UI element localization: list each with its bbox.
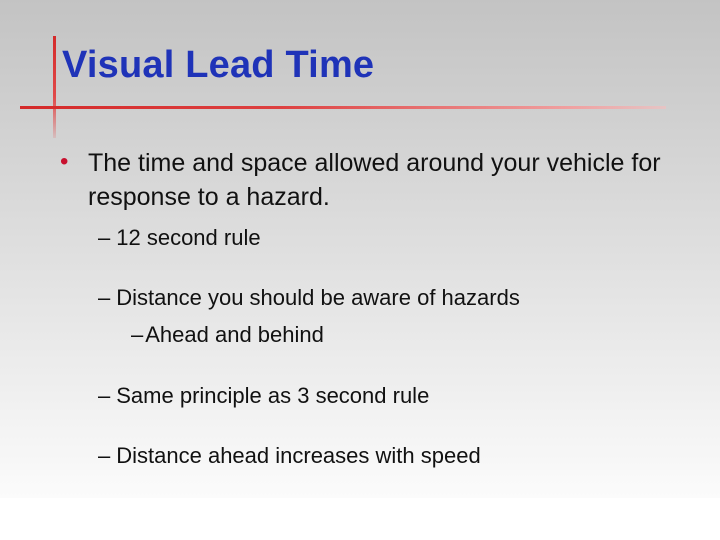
sub-sub-bullet-text: Ahead and behind <box>145 322 324 347</box>
dash-icon: – <box>98 225 111 250</box>
sub-bullet-1 <box>98 225 261 251</box>
dash-icon: – <box>131 322 144 347</box>
vertical-accent-line <box>53 36 56 138</box>
dash-icon: – <box>98 443 111 468</box>
sub-bullet-text: 12 second rule <box>116 225 261 250</box>
dash-icon: – <box>98 285 111 310</box>
sub-bullet-4 <box>98 443 481 469</box>
sub-bullet-2 <box>98 285 520 311</box>
bullet-icon: • <box>60 148 69 175</box>
dash-icon: – <box>98 383 111 408</box>
sub-bullet-text: Same principle as 3 second rule <box>116 383 430 408</box>
slide-title: Visual Lead Time <box>62 44 375 86</box>
sub-sub-bullet <box>131 322 324 348</box>
sub-bullet-text: Distance ahead increases with speed <box>116 443 481 468</box>
horizontal-accent-line <box>20 106 666 109</box>
sub-bullet-text: Distance you should be aware of hazards <box>116 285 520 310</box>
main-bullet-text: The time and space allowed around your vehicle for response to a hazard. <box>88 149 661 211</box>
sub-bullet-3 <box>98 383 429 409</box>
